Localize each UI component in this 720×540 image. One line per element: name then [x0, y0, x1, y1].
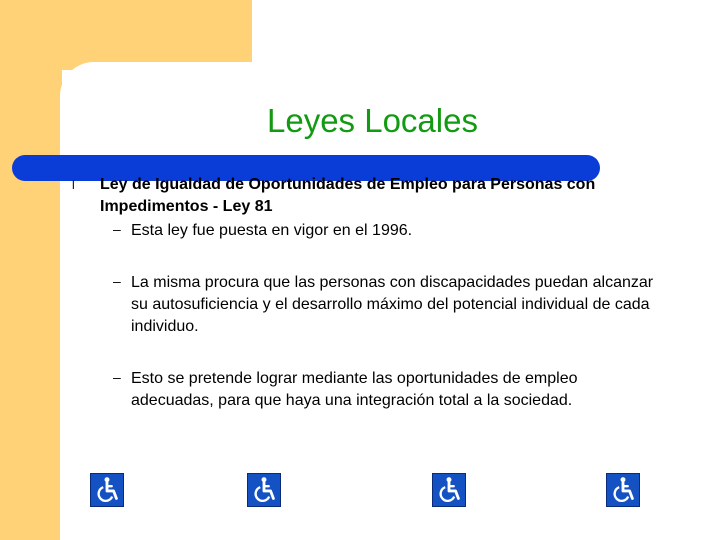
wheelchair-accessibility-icon [247, 473, 281, 507]
wheelchair-accessibility-icon [432, 473, 466, 507]
bullet-marker: l [72, 178, 75, 192]
wheelchair-accessibility-icon [90, 473, 124, 507]
sub-item-text: Esta ley fue puesta en vigor en el 1996. [131, 222, 413, 239]
sub-item-dash: – [113, 273, 121, 289]
sub-item-text: La misma procura que las personas con discapacidades puedan alcanzar su autosuficiencia y el desarrollo máximo del potencial individual de cada individuo. [131, 274, 654, 335]
sub-item-text: Esto se pretende lograr mediante las oportunidades de empleo adecuadas, para que haya una integración total a la sociedad. [131, 370, 578, 409]
sub-item-dash: – [113, 221, 121, 237]
main-bullet-text: Ley de Igualdad de Oportunidades de Empleo para Personas con Impedimentos - Ley 81 [100, 176, 596, 215]
slide-title: Leyes Locales [267, 102, 478, 139]
yellow-side-strip [0, 0, 62, 540]
sub-item-dash: – [113, 369, 121, 385]
wheelchair-accessibility-icon [606, 473, 640, 507]
